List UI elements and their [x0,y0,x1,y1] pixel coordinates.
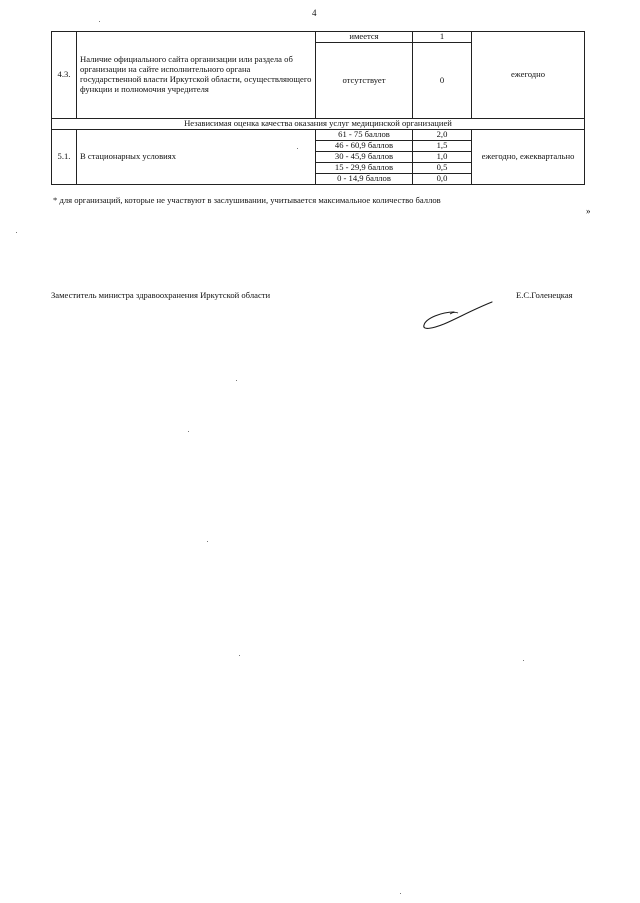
closing-quote: » [586,206,591,216]
option-score: 1,5 [413,141,472,152]
signature [420,298,500,338]
row-number: 5.1. [52,130,77,185]
option-score: 2,0 [413,130,472,141]
frequency: ежегодно, ежеквартально [472,130,585,185]
signer-name: Е.С.Голенецкая [516,290,573,300]
scan-speck [400,893,401,894]
option-label: отсутствует [316,43,413,119]
option-score: 0,5 [413,163,472,174]
signer-title: Заместитель министра здравоохранения Иркутской области [51,290,271,300]
option-label: 30 - 45,9 баллов [316,152,413,163]
scan-speck [297,148,298,149]
scan-speck [239,655,240,656]
row-number: 4.3. [52,32,77,119]
option-score: 0 [413,43,472,119]
option-label: 0 - 14,9 баллов [316,174,413,185]
scan-speck [188,431,189,432]
scan-speck [16,232,17,233]
scan-speck [523,660,524,661]
frequency: ежегодно [472,32,585,119]
scan-speck [207,541,208,542]
table-row [52,32,585,43]
criteria-table [51,31,585,185]
option-label: 15 - 29,9 баллов [316,163,413,174]
option-label: 61 - 75 баллов [316,130,413,141]
scan-speck [99,21,100,22]
footnote: * для организаций, которые не участвуют в заслушивании, учитывается максимальное количество баллов [53,195,441,205]
option-score: 1 [413,32,472,43]
option-score: 1,0 [413,152,472,163]
scan-speck [236,380,237,381]
criterion-text: В стационарных условиях [77,130,316,185]
option-label: имеется [316,32,413,43]
option-label: 46 - 60,9 баллов [316,141,413,152]
criterion-text: Наличие официального сайта организации или раздела об организации на сайте исполнительного органа государственной власти Иркутской области, осуществляющего функции и полномочия учредителя [77,32,316,119]
section-title: Независимая оценка качества оказания услуг медицинской организацией [52,119,585,130]
option-score: 0,0 [413,174,472,185]
table-row [52,119,585,130]
table-row [52,130,585,141]
page-number: 4 [312,8,317,18]
